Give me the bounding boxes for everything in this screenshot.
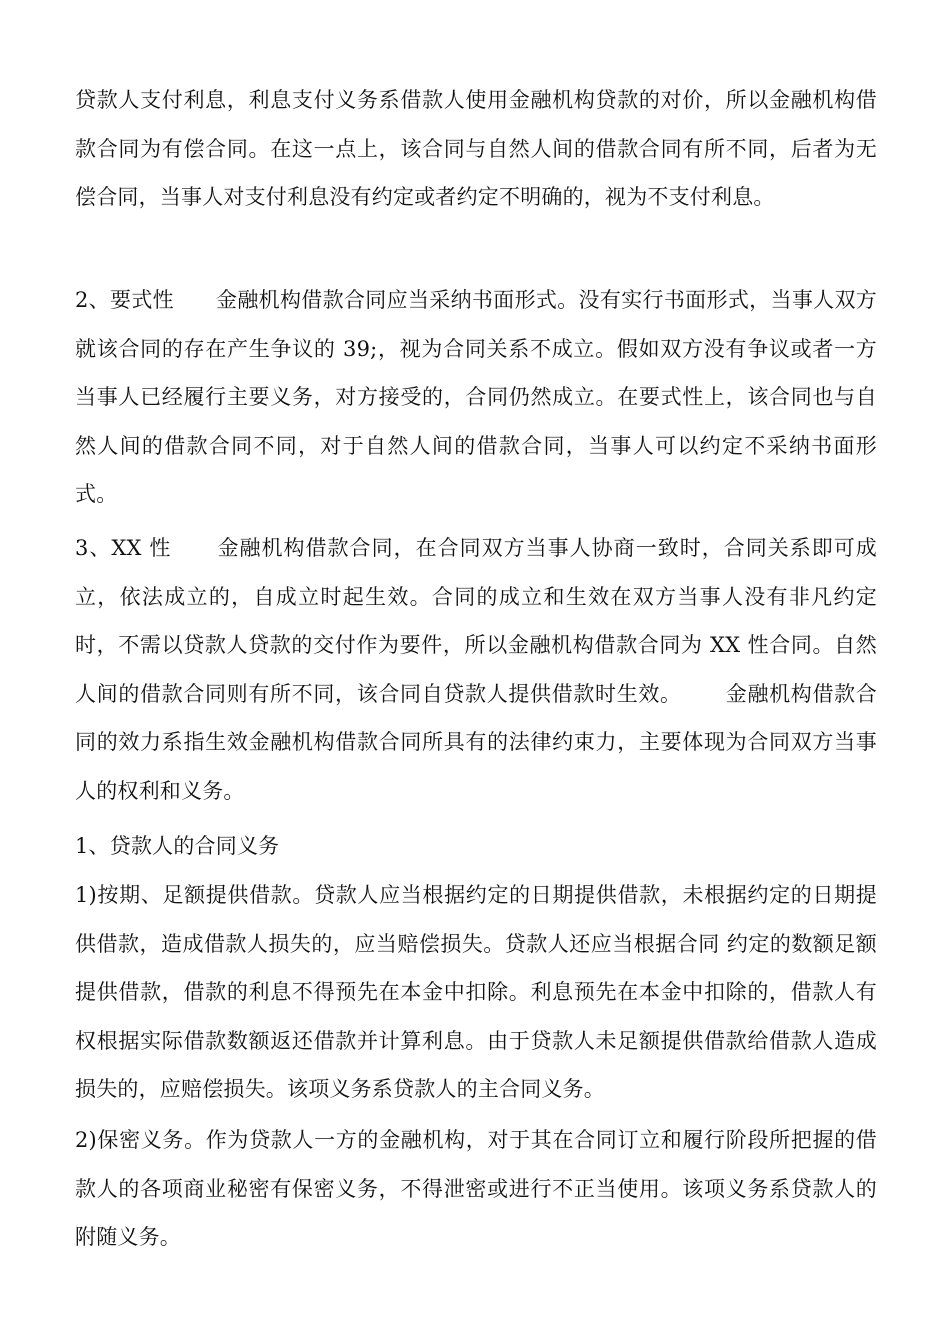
paragraph-timely-full-loan: 1)按期、足额提供借款。贷款人应当根据约定的日期提供借款，未根据约定的日期提供借款，造成借款人损失的，应当赔偿损失。贷款人还应当根据合同 约定的数额足额提供借款，借款的利息不得预先在本金中扣除。利息预先在本金中扣除的，借款人有权根据实际借款数额返还借款并计算利息。由于贷款人未足额提供借款给借款人造成损失的，应赔偿损失。该项义务系贷款人的主合同义务。 [75,883,877,1101]
paragraph-formality: 2、要式性 金融机构借款合同应当采纳书面形式。没有实行书面形式，当事人双方就该合同的存在产生争议的 39;，视为合同关系不成立。假如双方没有争议或者一方当事人已经履行主要义务，对方接受的，合同仍然成立。在要式性上，该合同也与自然人间的借款合同不同，对于自然人间的借款合同，当事人可以约定不采纳书面形式。 [75,288,877,506]
paragraph-confidentiality: 2)保密义务。作为贷款人一方的金融机构，对于其在合同订立和履行阶段所把握的借款人的各项商业秘密有保密义务，不得泄密或进行不正当使用。该项义务系贷款人的附随义务。 [75,1128,877,1249]
paragraph-interest-paid: 贷款人支付利息，利息支付义务系借款人使用金融机构贷款的对价，所以金融机构借款合同为有偿合同。在这一点上，该合同与自然人间的借款合同有所不同，后者为无偿合同，当事人对支付利息没有约定或者约定不明确的，视为不支付利息。 [75,88,877,209]
paragraph-consensual: 3、XX 性 金融机构借款合同，在合同双方当事人协商一致时，合同关系即可成立，依法成立的，自成立时起生效。合同的成立和生效在双方当事人没有非凡约定时，不需以贷款人贷款的交付作为要件，所以金融机构借款合同为 XX 性合同。自然人间的借款合同则有所不同，该合同自贷款人提供借款时生效。 金融机构借款合同的效力系指生效金融机构借款合同所具有的法律约束力，主要体现为合同双方当事人的权利和义务。 [75,536,877,803]
heading-lender-obligations: 1、贷款人的合同义务 [75,834,280,858]
